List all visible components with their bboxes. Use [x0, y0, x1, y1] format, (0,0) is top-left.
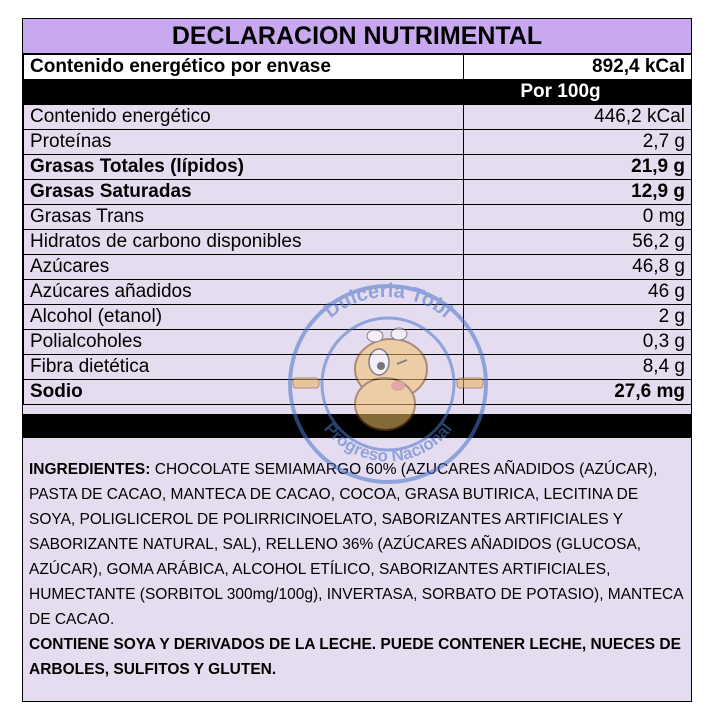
nutrient-value: 46,8 g — [464, 255, 692, 280]
nutrient-label: Hidratos de carbono disponibles — [24, 230, 464, 255]
nutrient-label: Grasas Saturadas — [24, 180, 464, 205]
nutrient-row — [24, 130, 692, 155]
ingredients-text: CHOCOLATE SEMIAMARGO 60% (AZUCARES AÑADIDOS (AZÚCAR), PASTA DE CACAO, MANTECA DE CACAO, COCOA, GRASA BUTIRICA, LECITINA DE SOYA, POLIGLICEROL DE POLIRRICINOELATO, SABORIZANTES ARTIFICIALES Y SABORIZANTE NATURAL, SAL), RELLENO 36% (AZÚCARES AÑADIDOS (GLUCOSA, AZÚCAR), GOMA ARÁBICA, ALCOHOL ETÍLICO, SABORIZANTES ARTIFICIALES, HUMECTANTE (SORBITOL 300mg/100g), INVERTASA, SORBATO DE POTASIO), MANTECA DE CACAO. — [29, 461, 683, 628]
nutrient-value: 27,6 mg — [464, 380, 692, 405]
energy-per-package-row — [24, 55, 692, 80]
nutrition-panel — [22, 18, 692, 702]
nutrient-label: Grasas Trans — [24, 205, 464, 230]
nutrient-row — [24, 255, 692, 280]
nutrient-row — [24, 305, 692, 330]
ingredients-heading: INGREDIENTES: — [29, 461, 151, 478]
nutrient-value: 446,2 kCal — [464, 105, 692, 130]
nutrient-label: Contenido energético — [24, 105, 464, 130]
nutrient-value: 8,4 g — [464, 355, 692, 380]
nutrient-rows — [24, 105, 692, 405]
nutrient-label: Fibra dietética — [24, 355, 464, 380]
nutrient-label: Polialcoholes — [24, 330, 464, 355]
nutrient-value: 0 mg — [464, 205, 692, 230]
nutrient-label: Grasas Totales (lípidos) — [24, 155, 464, 180]
nutrient-label: Proteínas — [24, 130, 464, 155]
nutrient-row — [24, 330, 692, 355]
nutrient-row — [24, 155, 692, 180]
watermark-top-text: Dulceria Tobi — [320, 279, 457, 323]
nutrient-value: 2 g — [464, 305, 692, 330]
allergens-text: CONTIENE SOYA Y DERIVADOS DE LA LECHE. PUEDE CONTENER LECHE, NUECES DE ARBOLES, SULFITOS Y GLUTEN. — [29, 636, 681, 678]
nutrient-row — [24, 280, 692, 305]
per-100g-header-row — [24, 80, 692, 105]
nutrient-row — [24, 180, 692, 205]
nutrient-value: 12,9 g — [464, 180, 692, 205]
nutrient-value: 2,7 g — [464, 130, 692, 155]
table-footer-bar — [23, 414, 691, 438]
nutrient-row — [24, 105, 692, 130]
nutrient-row — [24, 230, 692, 255]
energy-per-package-label: Contenido energético por envase — [24, 55, 464, 80]
per-100g-header-blank — [24, 80, 464, 105]
page-title: DECLARACION NUTRIMENTAL — [23, 19, 691, 54]
energy-per-package-value: 892,4 kCal — [464, 55, 692, 80]
nutrient-label: Alcohol (etanol) — [24, 305, 464, 330]
nutrient-row — [24, 205, 692, 230]
per-100g-label: Por 100g — [464, 80, 692, 105]
nutrient-row — [24, 355, 692, 380]
watermark-bottom-text: Progreso Nacional — [320, 418, 456, 466]
nutrient-value: 46 g — [464, 280, 692, 305]
ingredients-block — [29, 457, 685, 682]
nutrient-label: Azúcares — [24, 255, 464, 280]
nutrient-value: 21,9 g — [464, 155, 692, 180]
nutrient-value: 56,2 g — [464, 230, 692, 255]
nutrient-label: Sodio — [24, 380, 464, 405]
nutrient-value: 0,3 g — [464, 330, 692, 355]
nutrient-row — [24, 380, 692, 405]
nutrition-table — [23, 54, 692, 405]
nutrient-label: Azúcares añadidos — [24, 280, 464, 305]
